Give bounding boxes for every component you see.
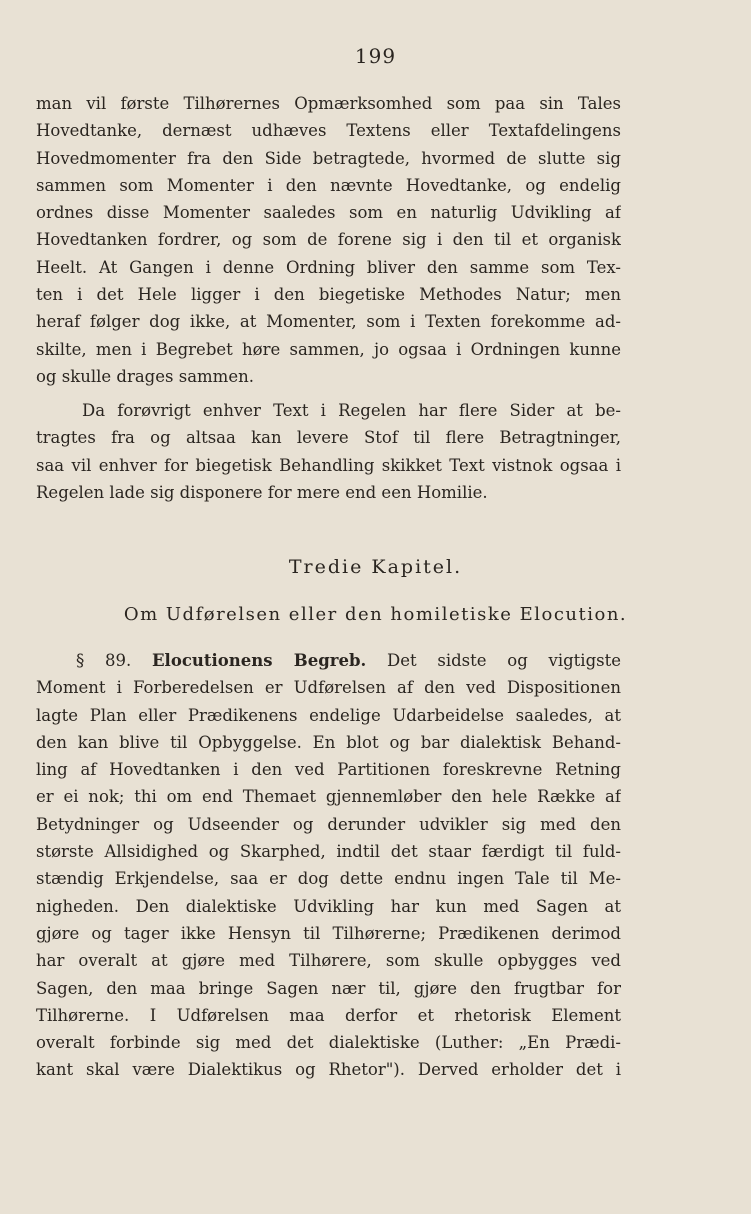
text-line: Da forøvrigt enhver Text i Regelen har flere Sider at be-	[82, 401, 621, 420]
section-number: § 89.	[76, 651, 132, 670]
section-first-line	[36, 647, 621, 674]
text-line: er ei nok; thi om end Themaet gjennemløber den hele Række af	[36, 787, 621, 807]
paragraph-2	[36, 397, 621, 506]
text-line: Hovedmomenter fra den Side betragtede, hvormed de slutte sig	[36, 148, 621, 168]
text-line: Moment i Forberedelsen er Udførelsen af den ved Dispositionen	[36, 678, 621, 698]
section-first-line-text: Det sidste og vigtigste	[387, 651, 621, 670]
text-line: Regelen lade sig disponere for mere end een Homilie.	[36, 482, 488, 502]
text-line: største Allsidighed og Skarphed, indtil det staar færdigt til fuld-	[36, 842, 621, 862]
text-line: kant skal være Dialektikus og Rhetor"). Derved erholder det i	[36, 1060, 621, 1080]
text-line: lagte Plan eller Prædikenens endelige Udarbeidelse saaledes, at	[36, 705, 621, 725]
text-line: Sagen, den maa bringe Sagen nær til, gjøre den frugtbar for	[36, 978, 621, 998]
page-number: 199	[354, 44, 397, 68]
text-line: har overalt at gjøre med Tilhørere, som skulle opbygges ved	[36, 951, 621, 971]
text-line: gjøre og tager ikke Hensyn til Tilhørerne; Prædikenen derimod	[36, 923, 621, 943]
text-line: Heelt. At Gangen i denne Ordning bliver den samme som Tex-	[36, 257, 621, 277]
text-line: Betydninger og Udseender og derunder udvikler sig med den	[36, 814, 621, 834]
text-line: overalt forbinde sig med det dialektiske (Luther: „En Prædi-	[36, 1033, 621, 1053]
section-89	[36, 647, 621, 1084]
text-line: Tilhørerne. I Udførelsen maa derfor et rhetorisk Element	[36, 1005, 621, 1025]
text-line: stændig Erkjendelse, saa er dog dette endnu ingen Tale til Me-	[36, 869, 621, 889]
text-line: skilte, men i Begrebet høre sammen, jo ogsaa i Ordningen kunne	[36, 339, 621, 359]
text-line: nigheden. Den dialektiske Udvikling har kun med Sagen at	[36, 896, 621, 916]
text-line: tragtes fra og altsaa kan levere Stof til flere Betragtninger,	[36, 428, 621, 448]
text-line: sammen som Momenter i den nævnte Hovedtanke, og endelig	[36, 175, 621, 195]
text-line: den kan blive til Opbyggelse. En blot og bar dialektisk Behand-	[36, 732, 621, 752]
text-line: Hovedtanken fordrer, og som de forene sig i den til et organisk	[36, 230, 621, 250]
paragraph-1	[36, 90, 621, 390]
chapter-subtitle: Om Udførelsen eller den homiletiske Elocution.	[123, 604, 628, 625]
text-line: heraf følger dog ikke, at Momenter, som i Texten forekomme ad-	[36, 312, 621, 332]
text-line: Hovedtanke, dernæst udhæves Textens eller Textafdelingens	[36, 121, 621, 141]
section-heading: Elocutionens Begreb.	[151, 651, 367, 670]
text-line: ling af Hovedtanken i den ved Partitionen foreskrevne Retning	[36, 760, 621, 780]
chapter-title: Tredie Kapitel.	[288, 556, 463, 578]
text-line: saa vil enhver for biegetisk Behandling skikket Text vistnok ogsaa i	[36, 455, 621, 475]
text-line: og skulle drages sammen.	[36, 366, 254, 386]
text-line: ordnes disse Momenter saaledes som en naturlig Udvikling af	[36, 203, 621, 223]
text-line: man vil første Tilhørernes Opmærksomhed som paa sin Tales	[36, 94, 621, 113]
text-line: ten i det Hele ligger i den biegetiske Methodes Natur; men	[36, 285, 621, 305]
